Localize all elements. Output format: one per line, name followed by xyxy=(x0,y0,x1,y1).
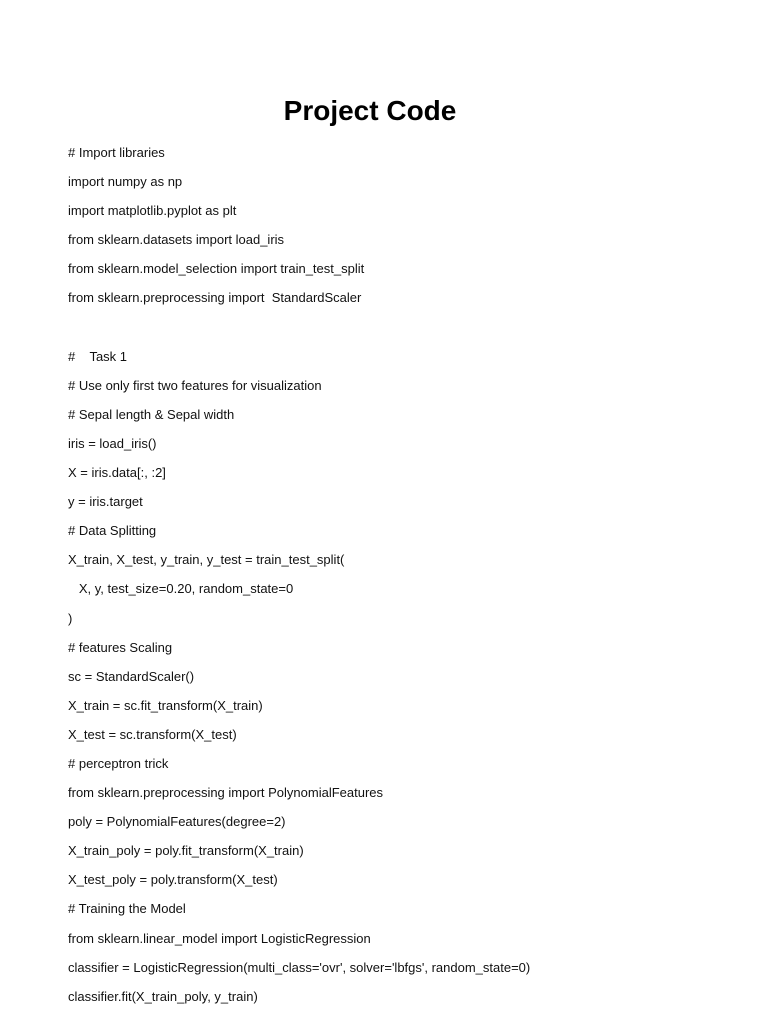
page-title: Project Code xyxy=(283,95,457,126)
code-line: # features Scaling xyxy=(68,639,173,655)
code-line: X_test = sc.transform(X_test) xyxy=(68,726,237,742)
code-line: classifier.fit(X_train_poly, y_train) xyxy=(68,988,258,1004)
code-line: # Sepal length & Sepal width xyxy=(68,406,235,422)
code-line: # Import libraries xyxy=(68,145,165,160)
code-line: from sklearn.datasets import load_iris xyxy=(68,232,285,248)
code-line: X_test_poly = poly.transform(X_test) xyxy=(68,872,278,888)
code-line: from sklearn.preprocessing import StandardScaler xyxy=(68,290,362,306)
code-line-blank xyxy=(68,313,748,342)
code-line: poly = PolynomialFeatures(degree=2) xyxy=(68,814,286,830)
code-listing xyxy=(68,138,748,1011)
code-line: import matplotlib.pyplot as plt xyxy=(68,203,237,219)
code-line: import numpy as np xyxy=(68,174,183,190)
code-line: iris = load_iris() xyxy=(68,435,157,451)
code-line: from sklearn.linear_model import LogisticRegression xyxy=(68,930,371,946)
code-line: # Training the Model xyxy=(68,901,186,917)
code-line: # Task 1 xyxy=(68,348,128,364)
code-line: # Use only first two features for visualization xyxy=(68,377,322,393)
code-line: from sklearn.preprocessing import PolynomialFeatures xyxy=(68,785,384,801)
code-line: X_train_poly = poly.fit_transform(X_train) xyxy=(68,843,304,859)
code-line: # perceptron trick xyxy=(68,755,169,771)
code-line: classifier = LogisticRegression(multi_class='ovr', solver='lbfgs', random_state=0) xyxy=(68,959,531,975)
code-line: X_train, X_test, y_train, y_test = train_test_split( xyxy=(68,552,345,568)
code-line: from sklearn.model_selection import train_test_split xyxy=(68,261,365,277)
code-line: ) xyxy=(68,610,73,626)
code-line: y = iris.target xyxy=(68,494,143,510)
code-line: X_train = sc.fit_transform(X_train) xyxy=(68,697,263,713)
code-line: X = iris.data[:, :2] xyxy=(68,465,166,481)
code-line: # Data Splitting xyxy=(68,523,157,539)
code-line: sc = StandardScaler() xyxy=(68,668,195,684)
code-line: X, y, test_size=0.20, random_state=0 xyxy=(68,581,294,597)
